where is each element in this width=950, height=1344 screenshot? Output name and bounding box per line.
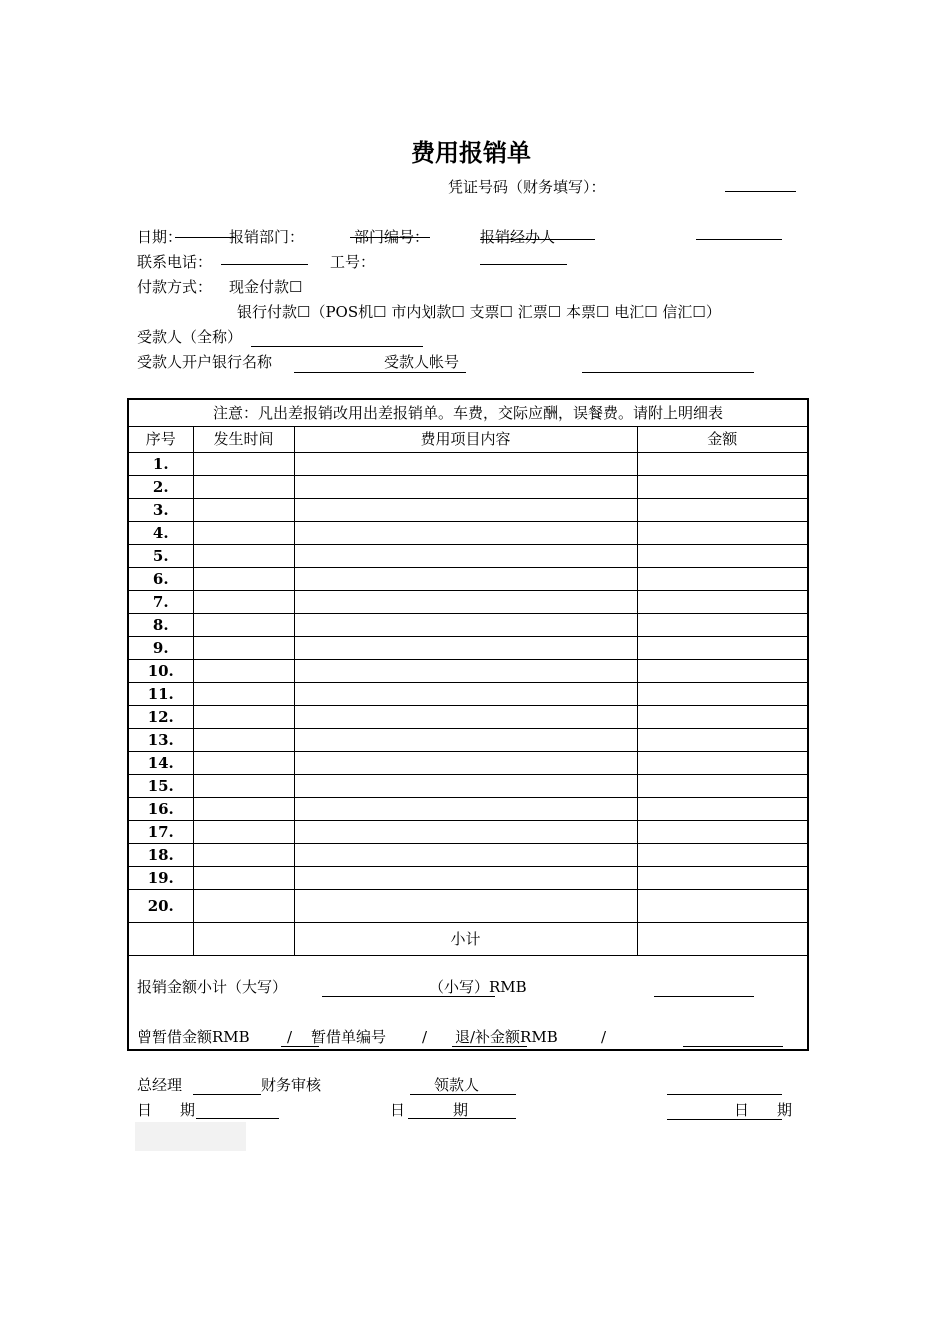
content-cell[interactable] — [294, 797, 637, 820]
time-cell[interactable] — [193, 544, 294, 567]
amount-cell[interactable] — [637, 613, 808, 636]
gm-sign-field[interactable] — [193, 1094, 261, 1095]
amount-cell[interactable] — [637, 843, 808, 866]
refund-label: 退/补金额RMB — [455, 1027, 558, 1046]
subtotal-no-cell — [128, 922, 193, 955]
time-cell[interactable] — [193, 636, 294, 659]
dept-label: 报销部门： — [229, 228, 305, 246]
amount-cell[interactable] — [637, 774, 808, 797]
handler-field[interactable] — [480, 239, 595, 240]
content-cell[interactable] — [294, 567, 637, 590]
receiver-sign-field[interactable] — [410, 1094, 516, 1095]
amount-cell[interactable] — [637, 728, 808, 751]
content-cell[interactable] — [294, 751, 637, 774]
content-cell[interactable] — [294, 728, 637, 751]
time-cell[interactable] — [193, 590, 294, 613]
pay-method-label: 付款方式： — [137, 278, 213, 296]
notice-cell: 注意：凡出差报销改用出差报销单。车费，交际应酬，误餐费。请附上明细表 — [128, 399, 808, 426]
content-cell[interactable] — [294, 705, 637, 728]
blank-box — [135, 1122, 246, 1151]
row-number: 14. — [128, 751, 193, 774]
time-cell[interactable] — [193, 567, 294, 590]
row-number: 18. — [128, 843, 193, 866]
content-cell[interactable] — [294, 636, 637, 659]
row-number: 10. — [128, 659, 193, 682]
bank-payment-options[interactable]: 银行付款☐（POS机☐ 市内划款☐ 支票☐ 汇票☐ 本票☐ 电汇☐ 信汇☐） — [237, 303, 721, 321]
row-number: 6. — [128, 567, 193, 590]
phone-label: 联系电话： — [137, 253, 213, 271]
content-cell[interactable] — [294, 659, 637, 682]
row-number: 3. — [128, 498, 193, 521]
amount-lower-label: （小写）RMB — [429, 977, 527, 996]
content-cell[interactable] — [294, 889, 637, 922]
content-cell[interactable] — [294, 590, 637, 613]
col-header-amount: 金额 — [637, 426, 808, 452]
col-header-no: 序号 — [128, 426, 193, 452]
expense-table — [127, 398, 809, 1051]
time-cell[interactable] — [193, 843, 294, 866]
amount-cell[interactable] — [637, 682, 808, 705]
amount-cell[interactable] — [637, 751, 808, 774]
finance-date-word-1: 日 — [390, 1101, 406, 1119]
loan-amount-label: 曾暂借金额RMB — [137, 1027, 250, 1046]
row-number: 1. — [128, 452, 193, 475]
phone-field[interactable] — [221, 264, 308, 265]
amount-cell[interactable] — [637, 521, 808, 544]
row-number: 13. — [128, 728, 193, 751]
time-cell[interactable] — [193, 866, 294, 889]
loan-amount-field[interactable] — [281, 1046, 319, 1047]
summary-cell — [128, 955, 808, 1050]
amount-cell[interactable] — [637, 475, 808, 498]
cash-checkbox[interactable]: 现金付款☐ — [229, 278, 303, 296]
row-number: 4. — [128, 521, 193, 544]
row-number: 17. — [128, 820, 193, 843]
subtotal-time-cell — [193, 922, 294, 955]
row-number: 19. — [128, 866, 193, 889]
strike-line — [350, 237, 430, 238]
emp-no-label: 工号： — [330, 253, 376, 271]
amount-cell[interactable] — [637, 866, 808, 889]
refund-slash: / — [601, 1027, 607, 1046]
date-word-1: 日 — [137, 1101, 153, 1119]
receiver-date-field[interactable] — [667, 1119, 782, 1120]
loan-no-slash: / — [422, 1027, 428, 1046]
time-cell[interactable] — [193, 728, 294, 751]
payee-account-field[interactable] — [582, 372, 754, 373]
amount-cell[interactable] — [637, 889, 808, 922]
amount-cell[interactable] — [637, 797, 808, 820]
amount-cell[interactable] — [637, 820, 808, 843]
time-cell[interactable] — [193, 613, 294, 636]
payee-bank-field[interactable] — [294, 372, 466, 373]
row-number: 8. — [128, 613, 193, 636]
extra-sign-field[interactable] — [667, 1094, 782, 1095]
time-cell[interactable] — [193, 774, 294, 797]
content-cell[interactable] — [294, 521, 637, 544]
row-number: 12. — [128, 705, 193, 728]
time-cell[interactable] — [193, 521, 294, 544]
content-cell[interactable] — [294, 866, 637, 889]
receiver-label: 领款人 — [434, 1076, 480, 1094]
time-cell[interactable] — [193, 682, 294, 705]
time-cell[interactable] — [193, 797, 294, 820]
amount-upper-field[interactable] — [322, 996, 495, 997]
loan-no-label: 暂借单编号 — [311, 1027, 387, 1046]
page-title: 费用报销单 — [411, 139, 531, 167]
subtotal-label: 小计 — [294, 922, 637, 955]
row-number: 15. — [128, 774, 193, 797]
subtotal-amount-cell[interactable] — [637, 922, 808, 955]
emp-no-field[interactable] — [480, 264, 567, 265]
amount-cell[interactable] — [637, 590, 808, 613]
finance-label: 财务审核 — [261, 1076, 322, 1094]
strike-line — [175, 237, 235, 238]
time-cell[interactable] — [193, 751, 294, 774]
handler-label: 报销经办人 — [480, 228, 556, 246]
row-number: 11. — [128, 682, 193, 705]
amount-cell[interactable] — [637, 498, 808, 521]
row-number: 7. — [128, 590, 193, 613]
date-label: 日期： — [137, 228, 183, 246]
row-number: 2. — [128, 475, 193, 498]
content-cell[interactable] — [294, 613, 637, 636]
dept-no-label: 部门编号： — [354, 228, 430, 246]
col-header-content: 费用项目内容 — [294, 426, 637, 452]
amount-cell[interactable] — [637, 705, 808, 728]
time-cell[interactable] — [193, 475, 294, 498]
time-cell[interactable] — [193, 889, 294, 922]
content-cell[interactable] — [294, 452, 637, 475]
refund-underline — [452, 1046, 527, 1047]
content-cell[interactable] — [294, 843, 637, 866]
amount-cell[interactable] — [637, 567, 808, 590]
amount-cell[interactable] — [637, 636, 808, 659]
finance-date-field[interactable] — [408, 1118, 516, 1119]
content-cell[interactable] — [294, 820, 637, 843]
time-cell[interactable] — [193, 705, 294, 728]
voucher-number-label: 凭证号码（财务填写）： — [448, 178, 606, 196]
payee-account-label: 受款人帐号 — [384, 353, 460, 371]
time-cell[interactable] — [193, 659, 294, 682]
finance-date-word-2: 期 — [453, 1101, 469, 1119]
content-cell[interactable] — [294, 475, 637, 498]
content-cell[interactable] — [294, 544, 637, 567]
refund-field[interactable] — [683, 1046, 783, 1047]
voucher-number-field[interactable] — [725, 191, 796, 192]
amount-cell[interactable] — [637, 659, 808, 682]
amount-cell[interactable] — [637, 452, 808, 475]
time-cell[interactable] — [193, 498, 294, 521]
date-word-2: 期 — [180, 1101, 196, 1119]
receiver-date-word-2: 期 — [777, 1101, 793, 1119]
content-cell[interactable] — [294, 774, 637, 797]
payee-bank-label: 受款人开户银行名称 — [137, 353, 273, 371]
row-number: 20. — [128, 889, 193, 922]
loan-amount-slash: / — [287, 1027, 293, 1046]
content-cell[interactable] — [294, 682, 637, 705]
gm-label: 总经理 — [137, 1076, 183, 1094]
row-number: 9. — [128, 636, 193, 659]
receiver-date-word-1: 日 — [734, 1101, 750, 1119]
row-number: 5. — [128, 544, 193, 567]
handler-extra-field[interactable] — [696, 239, 782, 240]
amount-cell[interactable] — [637, 544, 808, 567]
gm-date-field[interactable] — [196, 1118, 279, 1119]
content-cell[interactable] — [294, 498, 637, 521]
amount-lower-field[interactable] — [654, 996, 754, 997]
time-cell[interactable] — [193, 820, 294, 843]
col-header-time: 发生时间 — [193, 426, 294, 452]
payee-label: 受款人（全称） — [137, 328, 243, 346]
row-number: 16. — [128, 797, 193, 820]
time-cell[interactable] — [193, 452, 294, 475]
amount-upper-label: 报销金额小计（大写） — [137, 977, 288, 996]
payee-field[interactable] — [251, 346, 423, 347]
